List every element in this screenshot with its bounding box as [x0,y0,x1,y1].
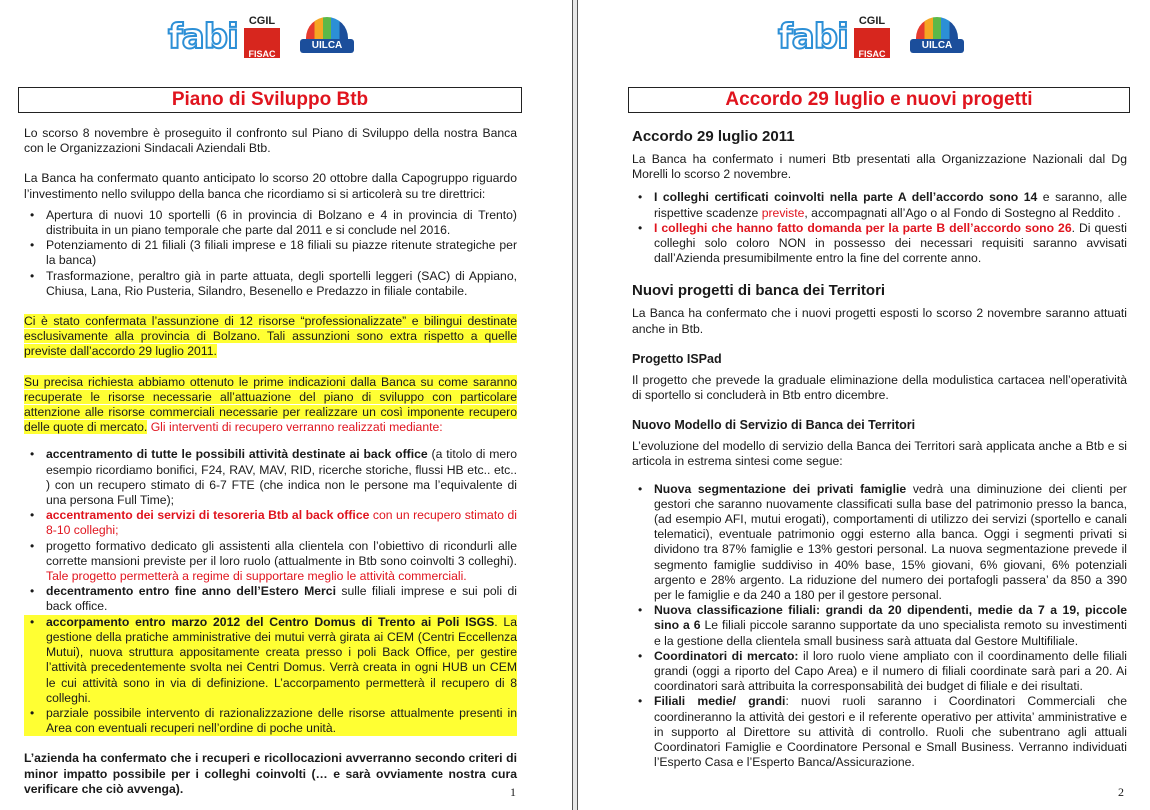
paragraph: La Banca ha confermato che i nuovi progetti esposti lo scorso 2 novembre saranno attuati anche in Btb. [632,306,1127,336]
list-item: • parziale possibile intervento di razionalizzazione delle risorse attualmente presenti in Area con eventuali recuperi nell’ordine di poche unità. [24,706,517,736]
union-logos [168,12,356,62]
cgil-fisac-logo [244,15,280,59]
uilca-logo [298,15,356,59]
section-heading: Accordo 29 luglio 2011 [632,128,795,145]
list-item: • accentramento di tutte le possibili attività destinate ai back office (a titolo di mero esempio ricordiamo bonifici, F24, RAV, MAV, RID, ricerche storiche, flussi HB etc.. etc.. ) con un recupero stimato di 6-7 FTE (che indica non le persone ma l’equivalente di una persona Full Time); [24,447,517,508]
paragraph: La Banca ha confermato i numeri Btb presentati alla Organizzazione Nazionali dal Dg Morelli lo scorso 2 novembre. [632,152,1127,182]
list-item: • Trasformazione, peraltro già in parte attuata, degli sportelli leggeri (SAC) di Appiano, Chiusa, Lana, Rio Pusteria, Silandro, Besenello e Predazzo in filiale contabile. [24,269,517,299]
recovery-list [24,447,517,736]
list-item: • Apertura di nuovi 10 sportelli (6 in provincia di Bolzano e 4 in provincia di Trento) distribuita in un piano temporale che parte dal 2011 e si conclude nel 2016. [24,208,517,238]
highlighted-paragraph: Su precisa richiesta abbiamo ottenuto le prime indicazioni dalla Banca su come saranno recuperate le risorse necessarie all’attuazione del piano di sviluppo con particolare attenzione alle risorse commerciali necessarie per realizzare un così imponente recupero delle quote di mercato. Gli interventi di recupero verranno realizzati mediante: [24,374,517,435]
uilca-rainbow-icon [916,17,958,41]
section-heading: Nuovi progetti di banca dei Territori [632,282,886,300]
list-item: • accorpamento entro marzo 2012 del Centro Domus di Trento ai Poli ISGS. La gestione della pratiche amministrative dei mutui verrà girata ai CEM (Centri Eccellenza Mutui), nuova struttura appositamente creata presso i poli Back Office, per gestire l’attività precedentemente svolta nei Centri Domus. Verrà creata in ogni HUB un CEM le cui attività sono in via di definizione. L’accorpamento permetterà il recupero di 8 colleghi. [24,615,517,706]
list-item: • Filiali medie/ grandi: nuovi ruoli saranno i Coordinatori Commerciali che coordineranno la attività dei gestori e il referente operativo per attivita’ amministrative e in supporto al Direttore su attività di controllo. Ruoli che subentrano agli attuali Coordinatori Famiglie e Coordinatore Personal e Small Business. Verranno individuati l’Esperto Casa e l’Esperto Banca/Assicurazione. [632,694,1127,770]
directives-list [24,208,517,299]
page-number: 1 [510,785,516,799]
cgil-text: CGIL [248,15,276,27]
subsection-heading: Progetto ISPad [632,351,722,366]
agreement-list [632,190,1127,266]
fabi-logo: fabi [168,17,238,57]
page-2-body [632,126,1127,771]
page-number: 2 [1118,785,1124,799]
cgil-text: CGIL [858,15,886,27]
uilca-text: UILCA [300,39,354,53]
fisac-text: FISAC [244,28,280,58]
cgil-fisac-logo [854,15,890,59]
list-item: • Coordinatori di mercato: il loro ruolo viene ampliato con il coordinamento delle filiali grandi (oggi a riporto del Capo Area) e il numero di filiali coordinate sarà pari a 20. Ai coordinatori sarà attribuita la corresponsabilità dei budget di filiale e dei risultati. [632,649,1127,695]
fisac-text: FISAC [854,28,890,58]
document-page-1 [0,0,572,810]
uilca-text: UILCA [910,39,964,53]
list-item: • accentramento dei servizi di tesoreria Btb al back office con un recupero stimato di 8-10 colleghi; [24,508,517,538]
list-item: • progetto formativo dedicato gli assistenti alla clientela con l’obiettivo di ricondurli alle corrette mansioni previste per il loro ruolo (attualmente in Btb sono coinvolti 3 colleghi). Tale progetto permetterà a regime di supportare meglio le attività commerciali. [24,539,517,585]
paragraph: Il progetto che prevede la graduale eliminazione della modulistica cartacea nell’operatività di sportello si concluderà in Btb entro dicembre. [632,372,1127,403]
document-page-2 [578,0,1150,810]
list-item: • Nuova segmentazione dei privati famiglie vedrà una diminuzione dei clienti per gestori che saranno nuovamente classificati sulla base del patrimonio presso la banca, (ad esempio AFI, mutui erogati), comportamenti di utilizzo dei servizi (sportello e canali telematici), eventuale patrimonio oggi esterno alla banca. Oggi i segmenti privati si dividono tra 87% famiglie e 13% gestori personal. La nuova segmentazione prevede il segmento famiglie suddiviso in 40% base, 15% giovani, 6% giovani, 6% potenziali argento e 28% argento. La riduzione del numero dei portafogli passera’ da 850 a 390 per le famiglie e da 240 a 180 per il gestore personal. [632,482,1127,604]
page-title: Piano di Sviluppo Btb [18,87,522,113]
service-model-list [632,482,1127,771]
union-logos [778,12,966,62]
uilca-rainbow-icon [306,17,348,41]
uilca-logo [908,15,966,59]
paragraph: L’evoluzione del modello di servizio della Banca dei Territori sarà applicata anche a Btb e si articola in estrema sintesi come segue: [632,439,1127,469]
list-item: • Potenziamento di 21 filiali (3 filiali imprese e 18 filiali su piazze ritenute strategiche per la banca) [24,238,517,268]
list-item: • decentramento entro fine anno dell’Estero Merci sulle filiali imprese e sui poli di back office. [24,584,517,614]
fabi-logo: fabi [778,17,848,57]
paragraph: Lo scorso 8 novembre è proseguito il confronto sul Piano di Sviluppo della nostra Banca con le Organizzazioni Sindacali Aziendali Btb. [24,126,517,156]
list-item: • I colleghi certificati coinvolti nella parte A dell’accordo sono 14 e saranno, alle rispettive scadenze previste, accompagnati all’Ago o al Fondo di Sostegno al Reddito . [632,190,1127,220]
subsection-heading: Nuovo Modello di Servizio di Banca dei Territori [632,418,916,433]
closing-paragraph: L’azienda ha confermato che i recuperi e ricollocazioni avverranno secondo criteri di minor impatto possibile per i colleghi coinvolti (… e sarà ovviamente nostra cura verificare che ciò avvenga). [24,751,517,796]
paragraph: La Banca ha confermato quanto anticipato lo scorso 20 ottobre dalla Capogruppo riguardo l’investimento nello sviluppo della banca che ricordiamo si si articolerà su tre direttrici: [24,171,517,201]
list-item: • I colleghi che hanno fatto domanda per la parte B dell’accordo sono 26. Di questi colleghi solo coloro NON in possesso dei necessari requisiti saranno avvisati dall’Azienda presumibilmente entro la fine del corrente anno. [632,221,1127,267]
page-title: Accordo 29 luglio e nuovi progetti [628,87,1130,113]
highlighted-paragraph: Ci è stato confermata l’assunzione di 12 risorse “professionalizzate” e bilingui destinate esclusivamente alla provincia di Bolzano. Tali assunzioni sono extra rispetto a quelle previste dall’accordo 29 luglio 2011. [24,314,517,359]
page-1-body [24,126,517,797]
list-item: • Nuova classificazione filiali: grandi da 20 dipendenti, medie da 7 a 19, piccole sino a 6 Le filiali piccole saranno supportate da uno specialista remoto su investimenti e la gestione della clientela small business sarà attuata dal Gestore Multifiliale. [632,603,1127,649]
